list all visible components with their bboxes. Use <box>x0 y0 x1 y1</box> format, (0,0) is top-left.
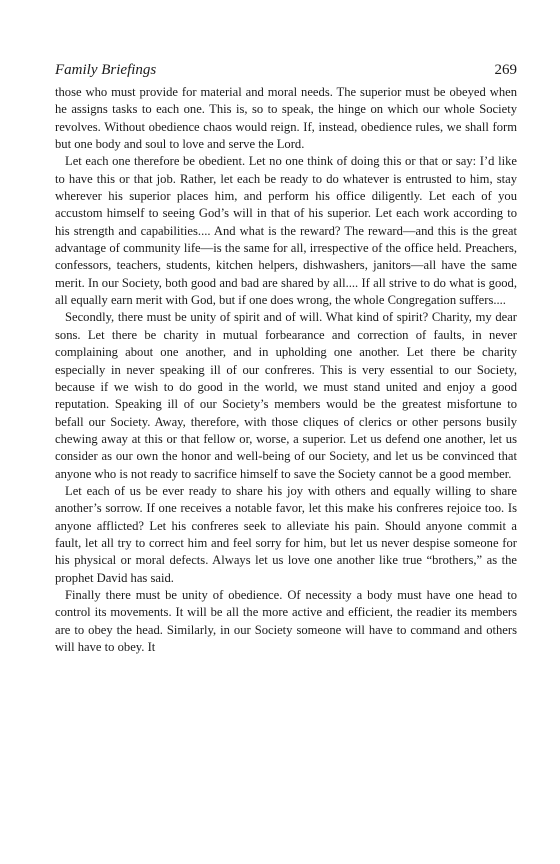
running-head <box>55 62 517 84</box>
paragraph-continuation: those who must provide for material and moral needs. The superior must be obeyed when he assigns tasks to each one. This is, so to speak, the hinge on which our whole Society revolves. Without obedience chaos would reign. If, instead, obedience rules, we shall form but one body and soul to love and serve the Lord. <box>55 85 517 152</box>
paragraph-unity-of-spirit: Secondly, there must be unity of spirit and of will. What kind of spirit? Charity, my dear sons. Let there be charity in mutual forbearance and correction of faults, in never complaining about one another, and in upholding one another. Let there be charity especially in never speaking ill of our confreres. This is very essential to our Society, because if we wish to do good in the world, we must stand united and enjoy a good reputation. Speaking ill of our Society’s members would be the greatest misfortune to befall our Society. Away, therefore, with those cliques of clerics or other persons busily chewing away at this or that fellow or, worse, a superior. Let us defend one another, let us consider as our own the honor and well-being of our Society, and let us be convinced that anyone who is not ready to sacrifice himself to save the Society cannot be a good member. <box>55 310 517 481</box>
paragraph-unity-of-obedience: Finally there must be unity of obedience. Of necessity a body must have one head to control its movements. It will be all the more active and efficient, the readier its members are to obey the head. Similarly, in our Society someone will have to command and others will have to obey. It <box>55 587 517 654</box>
paragraph-shared-joy: Let each of us be ever ready to share his joy with others and equally willing to share another’s sorrow. If one receives a notable favor, let this make his confreres rejoice too. Is anyone afflicted? Let his confreres seek to alleviate his pain. Should anyone commit a fault, let all try to correct him and feel sorry for him, but let us never despise someone for his physical or moral defects. Always let us love one another like true “brothers,” as the prophet David has said. <box>55 483 517 585</box>
book-page <box>55 62 517 656</box>
body-text <box>55 84 517 656</box>
paragraph-obedience: Let each one therefore be obedient. Let no one think of doing this or that or say: I’d like to have this or that job. Rather, let each be ready to do whatever is entrusted to him, stay wherever his superior places him, and perform his office diligently. Let each of you accustom himself to seeing God’s will in that of his superior. Let each work according to his strength and capabilities.... And what is the reward? The reward—and this is the great advantage of community life—is the same for all, irrespective of the office held. Preachers, confessors, teachers, students, kitchen helpers, dishwashers, janitors—all have the same merit. In our Society, both good and bad are shared by all.... If all strive to do what is good, all equally earn merit with God, but if one does wrong, the whole Congregation suffers.... <box>55 154 517 308</box>
page-number: 269 <box>494 62 517 78</box>
running-title: Family Briefings <box>55 62 157 78</box>
